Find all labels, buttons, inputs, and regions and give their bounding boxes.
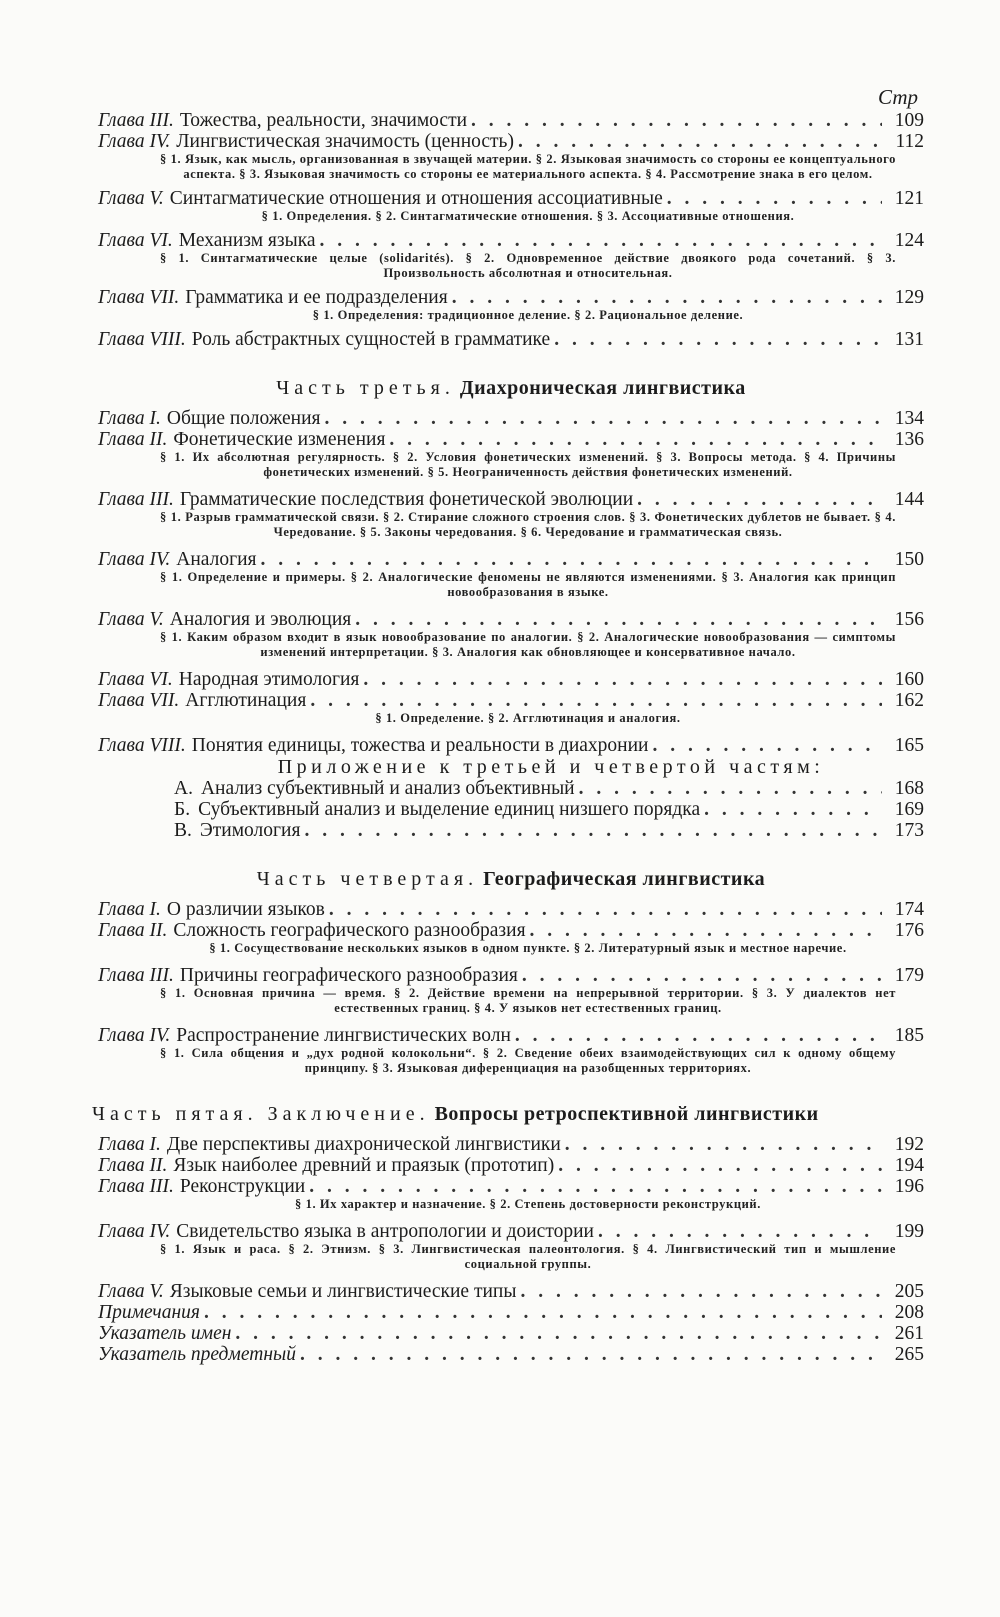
page-number: 136 [894, 429, 924, 450]
leader-dots [320, 230, 882, 251]
leader-dots [667, 188, 882, 209]
page-number: 174 [894, 899, 924, 920]
section-list: § 1. Определения. § 2. Синтагматические отношения. § 3. Ассоциативные отношения. [261, 209, 795, 223]
chapter-label: Глава IV. [98, 1221, 171, 1242]
part-title: Географическая лингвистика [483, 868, 766, 890]
page-number: 179 [894, 965, 924, 986]
toc-entry [98, 1323, 924, 1344]
leader-dots [363, 669, 882, 690]
chapter-title: Свидетельство языка в антропологии и доистории [176, 1221, 594, 1242]
leader-dots [579, 778, 882, 799]
chapter-title: О различии языков [166, 899, 325, 920]
toc-entry [98, 230, 924, 281]
toc-entry [98, 1025, 924, 1076]
leader-dots [522, 965, 882, 986]
section-list: § 1. Каким образом входит в язык новообразование по аналогии. § 2. Аналогические новообразования — симптомы изменений интерпретации. § 3. Аналогия как обновляющее и консервативное начало. [160, 630, 896, 659]
chapter-title: Синтагматические отношения и отношения ассоциативные [169, 188, 663, 209]
page-number: 124 [894, 230, 924, 251]
page-number: 185 [894, 1025, 924, 1046]
chapter-title: Народная этимология [178, 669, 360, 690]
leader-dots [554, 329, 882, 350]
part4-chapter-list [98, 899, 924, 1076]
leader-dots [300, 1344, 882, 1365]
part5-chapter-list [98, 1134, 924, 1302]
part3-heading [98, 376, 924, 400]
chapter-title: Распространение лингвистических волн [176, 1025, 511, 1046]
section-list: § 1. Сила общения и „дух родной колокольни“. § 2. Сведение обеих взаимодействующих сил к одному общему принципу. § 3. Языковая диференциация на разобщенных территориях. [160, 1046, 896, 1075]
appendix-title: Анализ субъективный и анализ объективный [200, 778, 575, 799]
section-list: § 1. Язык и раса. § 2. Этнизм. § 3. Лингвистическая палеонтология. § 4. Лингвистический тип и мышление социальной группы. [160, 1242, 896, 1271]
chapter-title: Фонетические изменения [173, 429, 386, 450]
leader-dots [325, 408, 883, 429]
appendix-title: Этимология [199, 820, 301, 841]
appendix-heading: Приложение к третьей и четвертой частям: [277, 756, 825, 778]
page-number: 169 [894, 799, 924, 820]
page-number: 121 [894, 188, 924, 209]
chapter-label: Глава VII. [98, 690, 180, 711]
leader-dots [520, 1281, 882, 1302]
toc-entry [174, 778, 924, 799]
page-number: 173 [894, 820, 924, 841]
toc-entry [98, 429, 924, 480]
leader-dots [598, 1221, 882, 1242]
chapter-label: Глава III. [98, 489, 174, 510]
chapter-label: Глава VIII. [98, 329, 186, 350]
toc-entry [98, 920, 924, 956]
chapter-title: Аналогия [176, 549, 257, 570]
toc-entry [98, 1176, 924, 1212]
part-title: Диахроническая лингвистика [459, 377, 746, 399]
toc-entry [174, 799, 924, 820]
leader-dots [558, 1155, 882, 1176]
table-of-contents [92, 84, 924, 1365]
toc-entry [98, 1221, 924, 1272]
section-list: § 1. Определение и примеры. § 2. Аналогические феномены не являются изменениями. § 3. Аналогия как принцип новообразования в языке. [160, 570, 896, 599]
page-number: 261 [894, 1323, 924, 1344]
chapter-label: Глава III. [98, 965, 174, 986]
section-list: § 1. Разрыв грамматической связи. § 2. Стирание сложного строения слов. § 3. Фонетических дублетов не бывает. § 4. Чередование. § 5. Законы чередования. § 6. Чередование и грамматическая связь. [160, 510, 896, 539]
chapter-label: Глава IV. [98, 131, 171, 152]
page-number: 199 [894, 1221, 924, 1242]
page-number: 205 [894, 1281, 924, 1302]
page-number: 112 [895, 131, 924, 152]
appendix-label: Б. [174, 799, 191, 820]
back-matter-list [98, 1302, 924, 1365]
toc-entry [98, 188, 924, 224]
page-number: 165 [894, 735, 924, 756]
chapter-label: Глава IV. [98, 1025, 171, 1046]
chapter-label: Глава V. [98, 188, 164, 209]
chapter-label: Глава III. [98, 110, 174, 131]
part3-chapter-list [98, 408, 924, 841]
part-title: Вопросы ретроспективной лингвистики [434, 1103, 819, 1125]
toc-entry [98, 110, 924, 131]
page-number: 134 [894, 408, 924, 429]
chapter-title: Механизм языка [178, 230, 316, 251]
section-list: § 1. Определения: традиционное деление. § 2. Рациональное деление. [312, 308, 744, 322]
chapter-label: Глава VIII. [98, 735, 186, 756]
chapter-title: Сложность географического разнообразия [173, 920, 526, 941]
page-number: 265 [894, 1344, 924, 1365]
chapter-label: Глава II. [98, 1155, 168, 1176]
chapter-title: Грамматика и ее подразделения [185, 287, 448, 308]
page-number: 160 [894, 669, 924, 690]
toc-entry [98, 1302, 924, 1323]
part4-heading [98, 867, 924, 891]
page-column-label: Стр [878, 85, 918, 109]
back-matter-title: Указатель предметный [98, 1344, 296, 1365]
leader-dots [235, 1323, 882, 1344]
toc-entry [98, 735, 924, 756]
toc-entry [98, 489, 924, 540]
chapter-title: Аналогия и эволюция [169, 609, 352, 630]
page-number: 194 [894, 1155, 924, 1176]
section-list: § 1. Язык, как мысль, организованная в звучащей материи. § 2. Языковая значимость со стороны ее концептуального аспекта. § 3. Языковая значимость со стороны ее материального аспекта. § 4. Рассмотрение знака в его целом. [160, 152, 896, 181]
chapter-label: Глава VII. [98, 287, 180, 308]
section-list: § 1. Их характер и назначение. § 2. Степень достоверности реконструкций. [295, 1197, 761, 1211]
chapter-title: Две перспективы диахронической лингвистики [166, 1134, 561, 1155]
appendix-label: А. [174, 778, 193, 799]
chapter-label: Глава III. [98, 1176, 174, 1197]
back-matter-title: Указатель имен [98, 1323, 232, 1344]
chapter-label: Глава IV. [98, 549, 171, 570]
leader-dots [310, 690, 882, 711]
page-number: 196 [894, 1176, 924, 1197]
appendix-list [98, 778, 924, 841]
chapter-label: Глава I. [98, 1134, 161, 1155]
toc-entry [98, 609, 924, 660]
part-prefix: Часть пятая. Заключение. [92, 1103, 430, 1125]
chapter-title: Лингвистическая значимость (ценность) [176, 131, 514, 152]
toc-entry [98, 1344, 924, 1365]
page-number: 109 [894, 110, 924, 131]
leader-dots [637, 489, 882, 510]
part5-heading [92, 1102, 944, 1126]
chapter-label: Глава VI. [98, 669, 173, 690]
part-prefix: Часть третья. [276, 377, 455, 399]
chapter-title: Грамматические последствия фонетической эволюции [179, 489, 634, 510]
leader-dots [515, 1025, 882, 1046]
toc-entry [98, 965, 924, 1016]
page-number: 176 [894, 920, 924, 941]
appendix-title: Субъективный анализ и выделение единиц низшего порядка [198, 799, 701, 820]
toc-entry [98, 1281, 924, 1302]
chapter-title: Общие положения [166, 408, 321, 429]
page-number: 156 [894, 609, 924, 630]
chapter-title: Роль абстрактных сущностей в грамматике [191, 329, 551, 350]
toc-entry [98, 690, 924, 726]
page-number: 150 [894, 549, 924, 570]
leader-dots [653, 735, 883, 756]
chapter-label: Глава V. [98, 1281, 164, 1302]
leader-dots [309, 1176, 882, 1197]
appendix-label: В. [174, 820, 192, 841]
page-number: 162 [894, 690, 924, 711]
page-number: 192 [894, 1134, 924, 1155]
back-matter-title: Примечания [98, 1302, 200, 1323]
page-number: 131 [894, 329, 924, 350]
page-number: 129 [894, 287, 924, 308]
toc-entry [98, 408, 924, 429]
leader-dots [204, 1302, 882, 1323]
chapter-title: Причины географического разнообразия [179, 965, 518, 986]
page-number: 208 [894, 1302, 924, 1323]
leader-dots [452, 287, 882, 308]
chapter-label: Глава V. [98, 609, 164, 630]
leader-dots [704, 799, 882, 820]
page-number: 144 [894, 489, 924, 510]
section-list: § 1. Сосуществование нескольких языков в одном пункте. § 2. Литературный язык и местное наречие. [209, 941, 847, 955]
leader-dots [471, 110, 882, 131]
section-list: § 1. Основная причина — время. § 2. Действие времени на непрерывной территории. § 3. У диалектов нет естественных границ. § 4. У языков нет естественных границ. [160, 986, 896, 1015]
chapter-title: Реконструкции [179, 1176, 306, 1197]
leader-dots [389, 429, 882, 450]
toc-entry [98, 1134, 924, 1155]
toc-entry [98, 899, 924, 920]
chapter-label: Глава II. [98, 920, 168, 941]
toc-entry [98, 669, 924, 690]
chapter-title: Тожества, реальности, значимости [179, 110, 468, 131]
toc-entry [174, 820, 924, 841]
toc-entry [98, 1155, 924, 1176]
section-list: § 1. Синтагматические целые (solidarités). § 2. Одновременное действие двоякого рода сочетаний. § 3. Произвольность абсолютная и относительная. [160, 251, 896, 280]
section-list: § 1. Определение. § 2. Агглютинация и аналогия. [375, 711, 681, 725]
chapter-label: Глава I. [98, 899, 161, 920]
part2-chapter-list [98, 110, 924, 350]
toc-entry [98, 549, 924, 600]
chapter-title: Язык наиболее древний и праязык (прототип) [173, 1155, 555, 1176]
chapter-label: Глава II. [98, 429, 168, 450]
toc-entry [98, 287, 924, 323]
leader-dots [304, 820, 882, 841]
toc-entry [98, 131, 924, 182]
leader-dots [518, 131, 882, 152]
chapter-label: Глава VI. [98, 230, 173, 251]
section-list: § 1. Их абсолютная регулярность. § 2. Условия фонетических изменений. § 3. Вопросы метода. § 4. Причины фонетических изменений. § 5. Неограниченность действия фонетических изменений. [160, 450, 896, 479]
chapter-title: Понятия единицы, тожества и реальности в диахронии [191, 735, 649, 756]
toc-entry [98, 329, 924, 350]
page-number: 168 [894, 778, 924, 799]
leader-dots [355, 609, 882, 630]
leader-dots [530, 920, 882, 941]
leader-dots [261, 549, 882, 570]
leader-dots [565, 1134, 882, 1155]
chapter-title: Агглютинация [185, 690, 307, 711]
leader-dots [329, 899, 882, 920]
part-prefix: Часть четвертая. [256, 868, 479, 890]
chapter-title: Языковые семьи и лингвистические типы [169, 1281, 517, 1302]
chapter-label: Глава I. [98, 408, 161, 429]
